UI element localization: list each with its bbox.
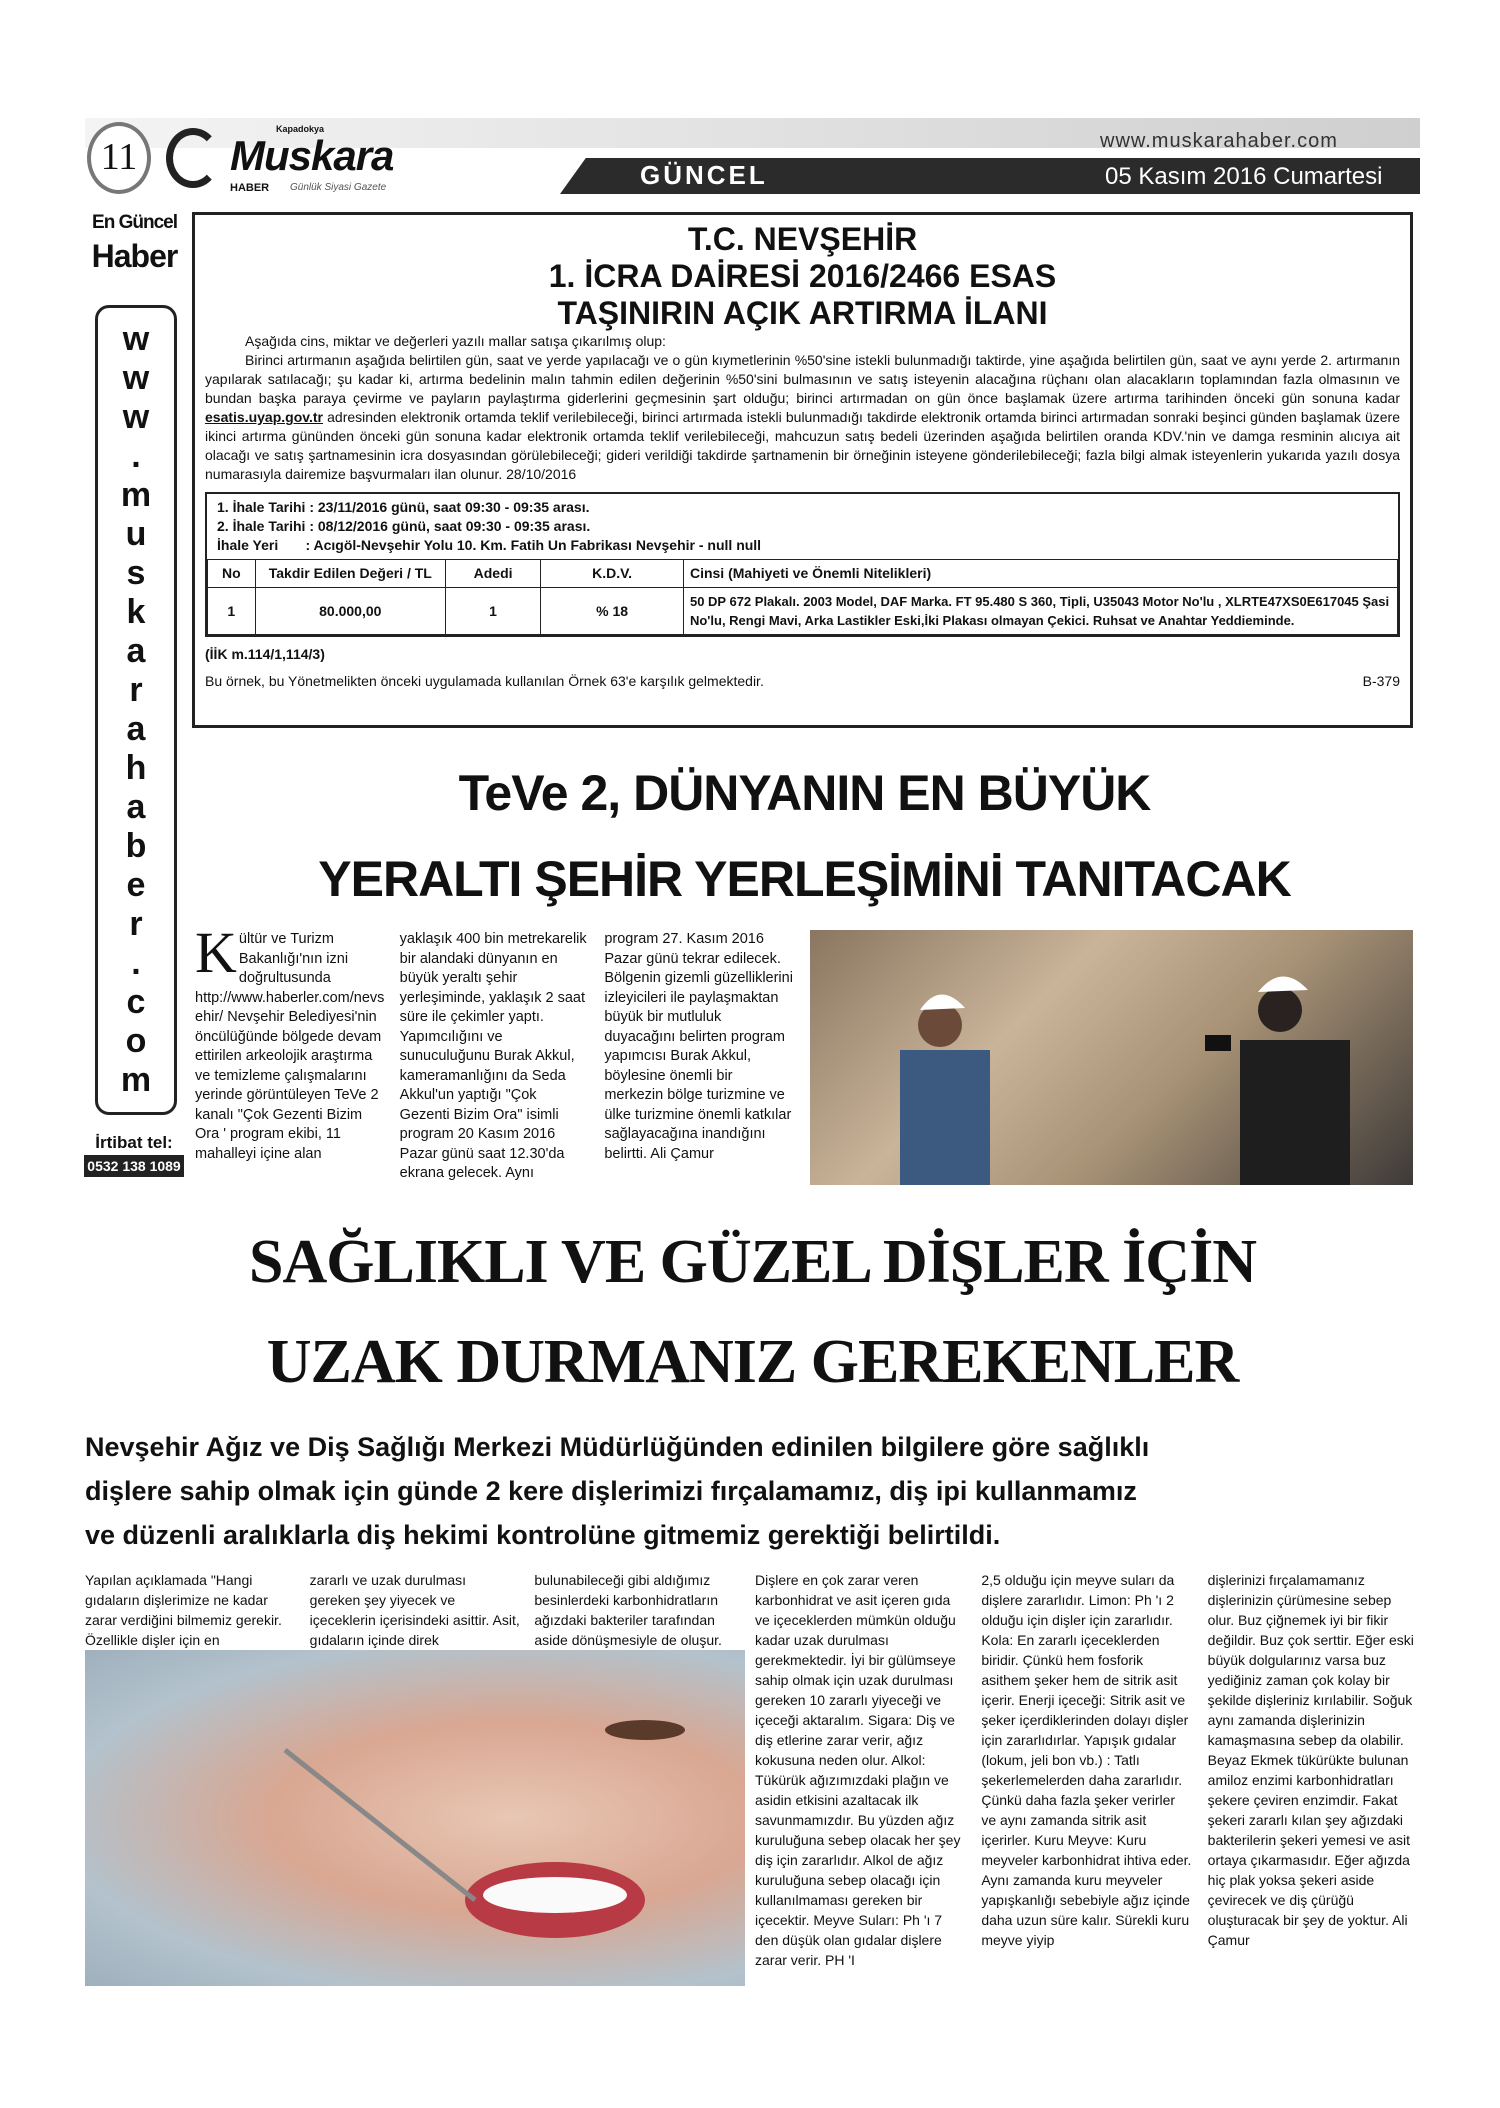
article2-col-5: 2,5 olduğu için meyve suları da dişlere zararlıdır. Limon: Ph 'ı 2 olduğu için dişler için zararlıdır. Kola: En zararlı içeceklerden biridir. Çünkü hem fosforik asithem şeker hem de sitrik asit içerir. Enerji içeceği: Sitrik asit ve şeker içerdiklerinden dolayı dişler için zararlıdırlar. Yapışık gıdalar (lokum, jeli bon vb.) : Tatlı şekerlemelerden daha zararlıdır. Çünkü daha fazla şeker verirler ve aynı zamanda sitrik asit içerirler. Kuru Meyve: Kuru meyveler karbonhidrat ihtiva eder. Aynı zamanda kuru meyveler yapışkanlığı sebebiyle ağız içinde daha uzun süre kalır. Sürekli kuru meyve yiyip — [981, 1572, 1192, 1948]
notice-body-1: Birinci artırmanın aşağıda belirtilen gün, saat ve yerde yapılacağı ve o gün kıymetlerinin %50'sine istekli bulunmadığı taktirde, yine aşağıda belirtilen gün, saat ve aynı yerde 2. artırmanın yapılarak satılacağı; şu kadar ki, artırma bedelinin malın tahmin edilen değerinin %50'sini bulmasının ve satış isteyenin alacağına rüçhanı olan alacakların toplamından fazla olmasının ve bundan başka paraya çevirme ve payların paylaştırma giderlerini geçmesinin şart olduğu; birinci artırmadan on gün önce başlamak üzere artırma tarihinden önceki gün sonuna kadar — [205, 352, 1400, 406]
sidebar-title — [82, 212, 187, 278]
subhead-line-1: Nevşehir Ağız ve Diş Sağlığı Merkezi Müdürlüğünden edinilen bilgilere göre sağlıklı — [85, 1432, 1150, 1462]
sidebar-url-char: . — [131, 944, 141, 982]
cell-value: 80.000,00 — [255, 588, 445, 635]
contact-label: İrtibat tel: — [95, 1133, 173, 1152]
sidebar-url-char: r — [129, 905, 143, 943]
article1-body — [195, 920, 795, 1184]
sidebar-url-char: c — [126, 983, 146, 1021]
notice-body — [205, 351, 1400, 484]
th-no: No — [208, 560, 256, 588]
muskara-logo[interactable] — [160, 120, 400, 198]
sidebar-url-char: b — [125, 827, 147, 865]
th-value: Takdir Edilen Değeri / TL — [255, 560, 445, 588]
notice-title-2: 1. İCRA DAİRESİ 2016/2466 ESAS — [548, 258, 1057, 294]
page-number: 11 — [87, 122, 151, 194]
cell-kdv: % 18 — [541, 588, 684, 635]
th-count: Adedi — [445, 560, 540, 588]
smiling-woman-dental-photo — [85, 1650, 745, 1986]
section-title: GÜNCEL — [640, 160, 768, 190]
ihale-date-1: 1. İhale Tarihi : 23/11/2016 günü, saat 09:30 - 09:35 arası. — [217, 499, 590, 515]
article2-headline — [85, 1212, 1420, 1412]
sidebar-contact — [84, 1133, 184, 1177]
underground-city-photo — [810, 930, 1413, 1185]
article1-col-2: yaklaşık 400 bin metrekarelik bir alandaki dünyanın en büyük yeraltı şehir yerleşiminde, yaklaşık 2 saat süre ile çekimler yaptı. Yapımcılığını ve sunuculuğunu Burak Akkul, kameramanlığını da Seda Akkul'un yaptığı "Çok Gezenti Bizim Ora" isimli program 20 Kasım 2016 Pazar günü saat 12.30'da ekrana gelecek. Aynı — [399, 931, 587, 1181]
th-kdv: K.D.V. — [541, 560, 684, 588]
article1-col-3: program 27. Kasım 2016 Pazar günü tekrar edilecek. Bölgenin gizemli güzelliklerini izleyicileri ile paylaşmaktan büyük bir mutluluk duyacağını belirten program yapımcısı Burak Akkul, böylesine önemli bir merkezin bölge turizmine ve ülke turizmine önemli katkılar sağlayacağına inandığını belirtti. Ali Çamur — [604, 931, 793, 1162]
logo-crescent-icon — [166, 128, 220, 188]
drop-cap: K — [195, 920, 237, 985]
article2-headline-1: SAĞLIKLI VE GÜZEL DİŞLER İÇİN — [249, 1228, 1256, 1296]
sidebar-url-char: e — [126, 866, 146, 904]
article2-headline-2: UZAK DURMANIZ GEREKENLER — [266, 1328, 1239, 1396]
article1-col-1 — [195, 920, 386, 1184]
logo-top: Kapadokya — [276, 124, 325, 134]
logo-tagline: Günlük Siyasi Gazete — [290, 182, 387, 193]
sidebar-url-char: w — [122, 359, 150, 397]
cell-no: 1 — [208, 588, 256, 635]
subhead-line-2: dişlere sahip olmak için günde 2 kere dişlerimizi fırçalamamız, diş ipi kullanmamız — [85, 1476, 1137, 1506]
article2-col-2: zararlı ve uzak durulması gereken şey yiyecek ve içeceklerin içerisindeki asittir. Asit, gıdaların içinde direk — [309, 1572, 520, 1648]
sidebar-url-char: r — [129, 671, 143, 709]
photo-smile-illustration — [85, 1650, 745, 1986]
article1-col-1-text: ültür ve Turizm Bakanlığı'nın izni doğrultusunda http://www.haberler.com/nevsehir/ Nevşehir Belediyesi'nin öncülüğünde bölgede devam ettirilen arkeolojik araştırma ve temizleme çalışmalarını yerinde görüntüleyen TeVe 2 kanalı "Çok Gezenti Bizim Ora ' program ekibi, 11 mahalleyi içine alan — [195, 931, 385, 1162]
sidebar-url-char: k — [126, 593, 146, 631]
issue-date: 05 Kasım 2016 Cumartesi — [1105, 163, 1383, 190]
site-url[interactable]: www.muskarahaber.com — [1100, 130, 1338, 152]
auction-table — [207, 559, 1398, 635]
sidebar-url-char: a — [126, 632, 146, 670]
article2-subheadline — [85, 1425, 1420, 1557]
notice-body-2: adresinden elektronik ortamda teklif verilebileceği, birinci artırmada istekli bulunmadığı takdirde elektronik ortamda birinci artırmadan sonraki beşinci günden başlamak üzere ikinci artırma gününden önceki gün sonuna kadar elektronik ortamda teklif verilebileceği, mahcuzun satış bedeli üzerinden aşağıda belirtilen oranda KDV.'nin ve damga resminin alıcıya ait olacağı ve satış şartnamesinin icra dosyasından görülebileceği; gideri verildiği takdirde şartnamenin bir örneğinin isteyene gönderilebileceği; fazla bilgi almak isteyenlerin yukarıda yazılı dosya numarasıyla dairemize başvurmaları ilan olunur. 28/10/2016 — [205, 409, 1400, 482]
sidebar-title-1: En Güncel — [92, 212, 177, 233]
article1-headline-2: YERALTI ŞEHİR YERLEŞİMİNİ TANITACAK — [318, 851, 1291, 907]
article2-col-1: Yapılan açıklamada "Hangi gıdaların dişlerimize ne kadar zarar verdiğini bilmemiz gerekir. Özellikle dişler için en — [85, 1572, 282, 1648]
article2-right-columns — [755, 1570, 1420, 1970]
sidebar-url-char: m — [120, 476, 152, 514]
cell-desc: 50 DP 672 Plakalı. 2003 Model, DAF Marka. FT 95.480 S 360, Tipli, U35043 Motor No'lu , XLRTE47XS0E617045 Şasi No'lu, Rengi Mavi, Arka Lastikler Eski,İki Plakası olmayan Çekici. Ruhsat ve Anahtar Yeddieminde. — [683, 588, 1397, 635]
sidebar-url-char: a — [126, 788, 146, 826]
article1-headline-1: TeVe 2, DÜNYANIN EN BÜYÜK — [458, 765, 1151, 821]
th-desc: Cinsi (Mahiyeti ve Önemli Nitelikleri) — [683, 560, 1397, 588]
subhead-line-3: ve düzenli aralıklarla diş hekimi kontrolüne gitmemiz gerektiği belirtildi. — [85, 1520, 1001, 1550]
sidebar-url-char: h — [125, 749, 147, 787]
sidebar-url-char: s — [126, 554, 146, 592]
article2-col-6: dişlerinizi fırçalamamanız dişlerinizin çürümesine sebep olur. Buz çiğnemek iyi bir fikir değildir. Buz çok serttir. Eğer eski büyük dolgularınız varsa buz yediğiniz zaman çok kolay bir şekilde dişleriniz kırılabilir. Soğuk aynı zamanda dişlerinizin kamaşmasına sebep da olabilir. Beyaz Ekmek tükürükte bulunan amiloz enzimi karbonhidratları şekere çeviren enzimdir. Fakat şekeri zararlı kılan şey ağızdaki bakterilerin şekeri yemesi ve asit ortaya çıkarmasıdır. Eğer ağızda hiç plak yoksa şekeri aside çevirecek ve diş çürüğü oluşturacak bir şey de yoktur. Ali Çamur — [1207, 1572, 1414, 1948]
sidebar-url-char: w — [122, 398, 150, 436]
article2-col-3: bulunabileceği gibi aldığımız besinlerdeki karbonhidratların ağızdaki bakteriler tarafından aside dönüşmesiyle de oluşur. — [534, 1572, 722, 1648]
sidebar-url-char: m — [120, 1061, 152, 1099]
auction-details — [205, 492, 1400, 637]
photo-people-illustration — [810, 930, 1413, 1185]
contact-phone: 0532 138 1089 — [84, 1155, 184, 1177]
auction-notice — [192, 212, 1413, 728]
sidebar-url-char: a — [126, 710, 146, 748]
notice-title-3: TAŞINIRIN AÇIK ARTIRMA İLANI — [557, 295, 1048, 331]
article1-headline — [192, 750, 1417, 922]
notice-title-1: T.C. NEVŞEHİR — [687, 221, 918, 257]
notice-code: B-379 — [1362, 673, 1400, 689]
logo-haber: HABER — [230, 182, 270, 194]
notice-law: (İİK m.114/1,114/3) — [205, 646, 325, 662]
ihale-date-2: 2. İhale Tarihi : 08/12/2016 günü, saat 09:30 - 09:35 arası. — [217, 518, 591, 534]
sidebar-vertical-url[interactable] — [95, 305, 177, 1115]
notice-link[interactable]: esatis.uyap.gov.tr — [205, 409, 324, 425]
table-row — [208, 588, 1398, 635]
sidebar-url-char: u — [125, 515, 147, 553]
ihale-place: İhale Yeri : Acıgöl-Nevşehir Yolu 10. Km. Fatih Un Fabrikası Nevşehir - null null — [217, 537, 762, 553]
notice-footnote: Bu örnek, bu Yönetmelikten önceki uygulamada kullanılan Örnek 63'e karşılık gelmektedir. — [205, 673, 764, 689]
logo-brand: Muskara — [230, 132, 394, 179]
notice-intro: Aşağıda cins, miktar ve değerleri yazılı mallar satışa çıkarılmış olup: — [245, 333, 666, 349]
sidebar-url-char: . — [131, 437, 141, 475]
article2-col-4: Dişlere en çok zarar veren karbonhidrat ve asit içeren gıda ve içeceklerden mümkün olduğu kadar uzak durulması gerekmektedir. İyi bir gülümseye sahip olmak için uzak durulması gereken 10 zararlı yiyeceği ve içeceği aktaralım. Sigara: Diş ve diş etlerine zarar verir, ağız kokusuna neden olur. Alkol: Tükürük ağızımızdaki plağın ve asidin etkisini azaltacak ilk savunmamızdır. Bu yüzden ağız kuruluğuna sebep olacak her şey diş için zararlıdır. Alkol de ağız kuruluğuna sebep olacağı için kullanılmaması gereken bir içecektir. Meyve Suları: Ph 'ı 7 den düşük olan gıdalar dişlere zarar verir. PH 'I — [755, 1572, 961, 1968]
sidebar-title-2: Haber — [91, 238, 178, 274]
sidebar-url-char: o — [125, 1022, 147, 1060]
sidebar-url-char: w — [122, 320, 150, 358]
article2-top-columns — [85, 1570, 745, 1650]
cell-count: 1 — [445, 588, 540, 635]
